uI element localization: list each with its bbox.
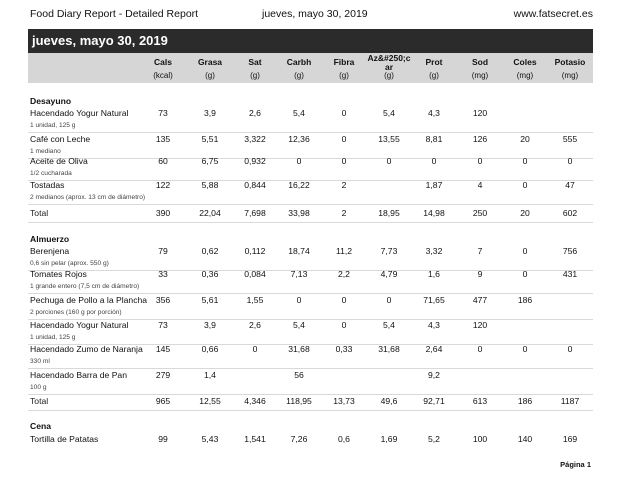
column-header-5: Az&#250;c ar bbox=[367, 53, 411, 72]
cell-col-6: 71,65 bbox=[423, 295, 445, 305]
column-header-9: Potasio bbox=[554, 57, 586, 67]
cell-col-8: 20 bbox=[520, 208, 530, 218]
column-header-4: Fibra bbox=[333, 57, 355, 67]
food-row bbox=[28, 180, 593, 194]
cell-col-4: 2 bbox=[341, 208, 347, 218]
cell-col-5: 31,68 bbox=[378, 344, 400, 354]
cell-col-7: 4 bbox=[477, 180, 483, 190]
food-name: Hacendado Barra de Pan bbox=[30, 370, 127, 380]
cell-col-3: 0 bbox=[296, 156, 302, 166]
food-name: Pechuga de Pollo a la Plancha bbox=[30, 295, 148, 305]
cell-col-4: 0 bbox=[341, 108, 347, 118]
cell-col-3: 7,13 bbox=[290, 269, 308, 279]
food-name: Total bbox=[30, 396, 49, 406]
column-header-1: Grasa bbox=[197, 57, 223, 67]
cell-col-2: 0,112 bbox=[244, 246, 266, 256]
cell-col-1: 0,66 bbox=[201, 344, 219, 354]
cell-col-6: 9,2 bbox=[428, 370, 440, 380]
cell-col-3: 7,26 bbox=[290, 434, 308, 444]
cell-col-0: 279 bbox=[155, 370, 171, 380]
meal-heading: Cena bbox=[30, 421, 52, 431]
cell-col-2: 1,541 bbox=[244, 434, 266, 444]
cell-col-2: 0 bbox=[252, 344, 258, 354]
cell-col-9: 1187 bbox=[560, 396, 580, 406]
food-row bbox=[28, 269, 593, 283]
cell-col-6: 0 bbox=[431, 156, 437, 166]
food-name: Berenjena bbox=[30, 246, 70, 256]
cell-col-3: 31,68 bbox=[288, 344, 310, 354]
row-divider bbox=[28, 132, 593, 133]
row-divider bbox=[28, 368, 593, 369]
cell-col-2: 0,844 bbox=[244, 180, 266, 190]
report-header bbox=[0, 8, 621, 22]
cell-col-6: 14,98 bbox=[423, 208, 445, 218]
cell-col-6: 1,87 bbox=[425, 180, 443, 190]
cell-col-1: 22,04 bbox=[199, 208, 221, 218]
cell-col-9: 0 bbox=[567, 156, 573, 166]
cell-col-4: 0 bbox=[341, 156, 347, 166]
column-header-7: Sod bbox=[471, 57, 489, 67]
cell-col-3: 56 bbox=[294, 370, 304, 380]
cell-col-7: 100 bbox=[472, 434, 488, 444]
portion-text: 1/2 cucharada bbox=[30, 170, 72, 177]
cell-col-6: 92,71 bbox=[423, 396, 445, 406]
cell-col-4: 2 bbox=[341, 180, 347, 190]
column-header-3: Carbh bbox=[286, 57, 312, 67]
column-header-2: Sat bbox=[248, 57, 262, 67]
cell-col-8: 186 bbox=[517, 295, 533, 305]
cell-col-1: 5,43 bbox=[201, 434, 219, 444]
row-divider bbox=[28, 204, 593, 205]
column-header-6: Prot bbox=[425, 57, 443, 67]
cell-col-1: 5,88 bbox=[201, 180, 219, 190]
food-row bbox=[28, 156, 593, 170]
total-row bbox=[28, 396, 593, 410]
cell-col-7: 9 bbox=[477, 269, 483, 279]
cell-col-2: 1,55 bbox=[246, 295, 264, 305]
cell-col-5: 13,55 bbox=[378, 134, 400, 144]
cell-col-4: 0 bbox=[341, 320, 347, 330]
cell-col-5: 5,4 bbox=[383, 320, 395, 330]
cell-col-7: 613 bbox=[472, 396, 488, 406]
cell-col-2: 0,932 bbox=[244, 156, 266, 166]
cell-col-5: 0 bbox=[386, 295, 392, 305]
cell-col-0: 145 bbox=[155, 344, 171, 354]
cell-col-7: 120 bbox=[472, 320, 488, 330]
food-row bbox=[28, 434, 593, 448]
report-title: Food Diary Report - Detailed Report bbox=[30, 8, 199, 20]
cell-col-7: 126 bbox=[472, 134, 488, 144]
cell-col-1: 0,62 bbox=[201, 246, 219, 256]
cell-col-1: 6,75 bbox=[201, 156, 219, 166]
cell-col-2: 2,6 bbox=[249, 108, 261, 118]
column-unit-7: (mg) bbox=[471, 71, 489, 80]
portion-text: 100 g bbox=[30, 384, 47, 391]
cell-col-5: 18,95 bbox=[378, 208, 400, 218]
cell-col-0: 79 bbox=[158, 246, 168, 256]
food-row bbox=[28, 134, 593, 148]
cell-col-2: 3,322 bbox=[244, 134, 266, 144]
row-divider bbox=[28, 394, 593, 395]
cell-col-5: 4,79 bbox=[380, 269, 398, 279]
cell-col-3: 5,4 bbox=[293, 320, 305, 330]
cell-col-4: 0,33 bbox=[335, 344, 353, 354]
cell-col-1: 5,51 bbox=[201, 134, 219, 144]
cell-col-8: 0 bbox=[522, 180, 528, 190]
food-name: Tostadas bbox=[30, 180, 65, 190]
column-unit-9: (mg) bbox=[561, 71, 579, 80]
row-divider bbox=[28, 410, 593, 411]
food-row bbox=[28, 344, 593, 358]
column-unit-0: (kcal) bbox=[153, 71, 173, 80]
cell-col-9: 47 bbox=[565, 180, 575, 190]
cell-col-2: 2,6 bbox=[249, 320, 261, 330]
cell-col-6: 4,3 bbox=[428, 320, 440, 330]
cell-col-4: 2,2 bbox=[338, 269, 350, 279]
column-unit-8: (mg) bbox=[516, 71, 534, 80]
food-row bbox=[28, 370, 593, 384]
portion-text: 1 grande entero (7,5 cm de diámetro) bbox=[30, 283, 140, 290]
portion-text: 1 unidad, 125 g bbox=[30, 122, 76, 129]
cell-col-1: 3,9 bbox=[204, 320, 216, 330]
meal-heading: Desayuno bbox=[30, 96, 72, 106]
column-header-0: Cals bbox=[154, 57, 172, 67]
food-row bbox=[28, 246, 593, 260]
cell-col-0: 33 bbox=[158, 269, 168, 279]
cell-col-6: 1,6 bbox=[428, 269, 440, 279]
cell-col-0: 135 bbox=[155, 134, 171, 144]
food-name: Hacendado Yogur Natural bbox=[30, 108, 129, 118]
cell-col-7: 477 bbox=[472, 295, 488, 305]
cell-col-4: 11,2 bbox=[335, 246, 353, 256]
cell-col-0: 73 bbox=[158, 320, 168, 330]
food-name: Aceite de Oliva bbox=[30, 156, 88, 166]
cell-col-3: 33,98 bbox=[288, 208, 310, 218]
cell-col-7: 7 bbox=[477, 246, 483, 256]
cell-col-8: 0 bbox=[522, 156, 528, 166]
site-url: www.fatsecret.es bbox=[513, 8, 593, 20]
cell-col-1: 12,55 bbox=[199, 396, 221, 406]
column-unit-5: (g) bbox=[384, 71, 394, 80]
cell-col-9: 602 bbox=[562, 208, 578, 218]
column-unit-2: (g) bbox=[250, 71, 260, 80]
cell-col-0: 122 bbox=[155, 180, 171, 190]
cell-col-6: 5,2 bbox=[428, 434, 440, 444]
cell-col-3: 12,36 bbox=[288, 134, 310, 144]
cell-col-5: 7,73 bbox=[380, 246, 398, 256]
cell-col-8: 140 bbox=[517, 434, 533, 444]
food-row bbox=[28, 108, 593, 122]
food-name: Hacendado Zumo de Naranja bbox=[30, 344, 143, 354]
cell-col-2: 7,698 bbox=[244, 208, 266, 218]
cell-col-3: 16,22 bbox=[288, 180, 310, 190]
cell-col-1: 0,36 bbox=[201, 269, 219, 279]
page-number: Página 1 bbox=[560, 460, 591, 469]
portion-text: 1 unidad, 125 g bbox=[30, 334, 76, 341]
cell-col-6: 4,3 bbox=[428, 108, 440, 118]
portion-text: 2 medianos (aprox. 13 cm de diámetro) bbox=[30, 194, 146, 201]
cell-col-7: 250 bbox=[472, 208, 488, 218]
day-title-band: jueves, mayo 30, 2019 bbox=[28, 29, 593, 53]
food-row bbox=[28, 295, 593, 309]
food-name: Tortilla de Patatas bbox=[30, 434, 99, 444]
cell-col-5: 49,6 bbox=[380, 396, 398, 406]
cell-col-0: 73 bbox=[158, 108, 168, 118]
food-name: Hacendado Yogur Natural bbox=[30, 320, 129, 330]
cell-col-1: 1,4 bbox=[204, 370, 216, 380]
cell-col-4: 0 bbox=[341, 134, 347, 144]
cell-col-0: 60 bbox=[158, 156, 168, 166]
cell-col-0: 356 bbox=[155, 295, 171, 305]
cell-col-6: 8,81 bbox=[425, 134, 443, 144]
cell-col-1: 5,61 bbox=[201, 295, 219, 305]
cell-col-9: 555 bbox=[562, 134, 578, 144]
food-name: Café con Leche bbox=[30, 134, 91, 144]
cell-col-0: 99 bbox=[158, 434, 168, 444]
cell-col-9: 169 bbox=[562, 434, 578, 444]
cell-col-6: 3,32 bbox=[425, 246, 443, 256]
cell-col-2: 0,084 bbox=[244, 269, 266, 279]
portion-text: 330 ml bbox=[30, 358, 50, 365]
cell-col-8: 0 bbox=[522, 269, 528, 279]
row-divider bbox=[28, 293, 593, 294]
cell-col-4: 13,73 bbox=[333, 396, 355, 406]
meal-heading: Almuerzo bbox=[30, 234, 70, 244]
column-unit-6: (g) bbox=[429, 71, 439, 80]
cell-col-7: 0 bbox=[477, 156, 483, 166]
column-unit-3: (g) bbox=[294, 71, 304, 80]
cell-col-7: 0 bbox=[477, 344, 483, 354]
cell-col-4: 0,6 bbox=[338, 434, 350, 444]
cell-col-1: 3,9 bbox=[204, 108, 216, 118]
food-row bbox=[28, 320, 593, 334]
cell-col-3: 0 bbox=[296, 295, 302, 305]
row-divider bbox=[28, 222, 593, 223]
portion-text: 0,6 sin pelar (aprox. 550 g) bbox=[30, 260, 109, 267]
total-row bbox=[28, 208, 593, 222]
food-name: Total bbox=[30, 208, 49, 218]
food-name: Tomates Rojos bbox=[30, 269, 87, 279]
cell-col-0: 965 bbox=[155, 396, 171, 406]
portion-text: 1 mediano bbox=[30, 148, 61, 155]
cell-col-5: 1,69 bbox=[380, 434, 398, 444]
cell-col-9: 756 bbox=[562, 246, 578, 256]
column-unit-1: (g) bbox=[205, 71, 215, 80]
cell-col-8: 0 bbox=[522, 246, 528, 256]
cell-col-5: 0 bbox=[386, 156, 392, 166]
cell-col-0: 390 bbox=[155, 208, 171, 218]
cell-col-4: 0 bbox=[341, 295, 347, 305]
portion-text: 2 porciones (160 g por porción) bbox=[30, 309, 122, 316]
cell-col-3: 5,4 bbox=[293, 108, 305, 118]
cell-col-7: 120 bbox=[472, 108, 488, 118]
cell-col-8: 186 bbox=[517, 396, 533, 406]
column-header-row bbox=[28, 53, 593, 83]
column-unit-4: (g) bbox=[339, 71, 349, 80]
cell-col-3: 18,74 bbox=[288, 246, 310, 256]
column-header-8: Coles bbox=[513, 57, 537, 67]
cell-col-6: 2,64 bbox=[425, 344, 443, 354]
cell-col-9: 431 bbox=[562, 269, 578, 279]
cell-col-8: 20 bbox=[520, 134, 530, 144]
cell-col-8: 0 bbox=[522, 344, 528, 354]
cell-col-5: 5,4 bbox=[383, 108, 395, 118]
cell-col-9: 0 bbox=[567, 344, 573, 354]
report-date: jueves, mayo 30, 2019 bbox=[262, 8, 368, 20]
cell-col-3: 118,95 bbox=[286, 396, 312, 406]
cell-col-2: 4,346 bbox=[244, 396, 266, 406]
